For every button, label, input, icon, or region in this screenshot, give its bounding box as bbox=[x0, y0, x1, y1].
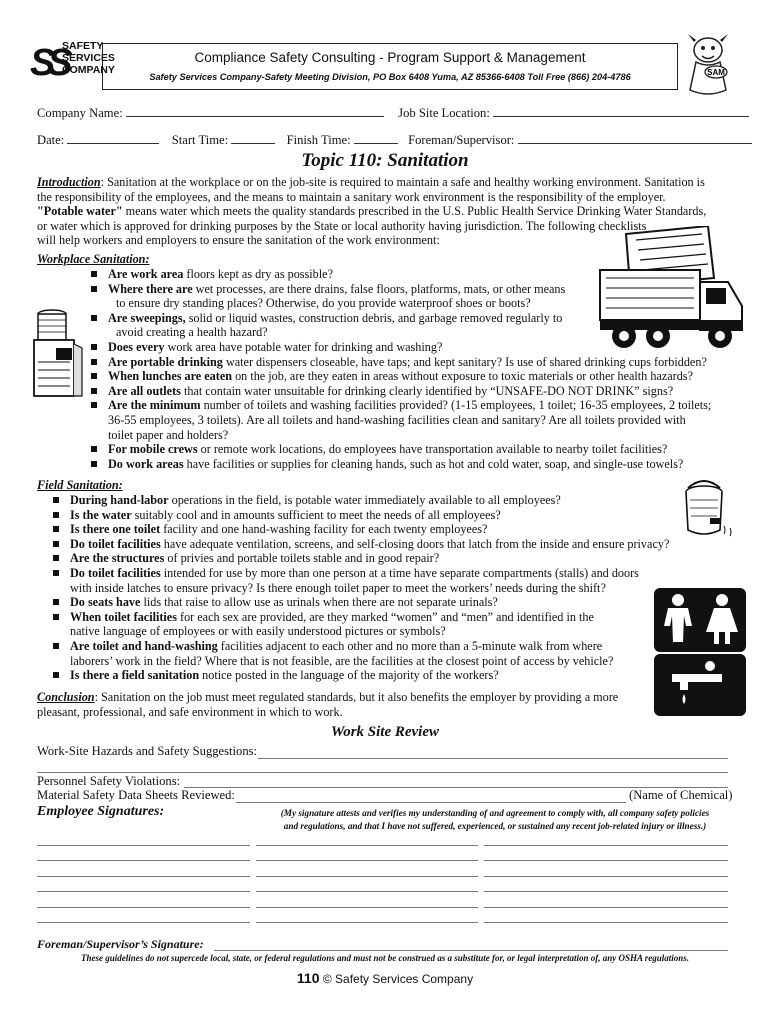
logo-mark: SS bbox=[30, 42, 65, 84]
foreman-signature-label: Foreman/Supervisor’s Signature: bbox=[37, 937, 204, 951]
start-time-label: Start Time: bbox=[171, 133, 229, 147]
list-item: Do toilet facilities have adequate ventilation, screens, and self-closing doors that latch from the inside and ensure privacy? bbox=[48, 537, 748, 552]
signature-line[interactable] bbox=[484, 907, 728, 908]
date-row bbox=[37, 131, 752, 148]
list-item: Are toilet and hand-washing facilities adjacent to each other and no more than a 5-minute walk from where laborers’ work in the field? Where that is not feasible, are the facilities at the closest point of access by vehicle? bbox=[48, 639, 748, 668]
hazards-input[interactable] bbox=[258, 758, 728, 759]
list-item: Do toilet facilities intended for use by more than one person at a time have separate compartments (stalls) and doors with inside latches to ensure privacy? Is there enough toilet paper to meet the workers’ needs during the shift? bbox=[48, 566, 748, 595]
signature-line[interactable] bbox=[256, 860, 478, 861]
date-label: Date: bbox=[37, 133, 65, 147]
signature-line[interactable] bbox=[256, 845, 478, 846]
signature-line[interactable] bbox=[37, 891, 250, 892]
disclaimer: These guidelines do not supercede local, state, or federal regulations and must not be construed as a substitute for, or legal interpretation of, any OSHA regulations. bbox=[80, 953, 690, 963]
water-jug-icon bbox=[674, 474, 742, 544]
restroom-sign-icon bbox=[652, 586, 748, 718]
finish-time-input[interactable] bbox=[354, 131, 398, 144]
msds-label: Material Safety Data Sheets Reviewed: bbox=[37, 788, 235, 802]
msds-input[interactable] bbox=[236, 802, 626, 803]
list-item: During hand-labor operations in the field, is potable water immediately available to all employees? bbox=[48, 493, 748, 508]
list-item: Is there one toilet facility and one hand-washing facility for each twenty employees? bbox=[48, 522, 748, 537]
attestation-text: (My signature attests and verifies my understanding of and agreement to comply with, all company safety policies and regulations, and that I have not suffered, experienced, or sustained any recent job-related injury or illness.) bbox=[280, 808, 710, 831]
page-number: 110 bbox=[296, 970, 320, 986]
list-item: Where there are wet processes, are there drains, false floors, platforms, mats, or other means to ensure dry standing places? Otherwise, do you provide waterproof shoes or boots? bbox=[86, 282, 746, 311]
signature-line[interactable] bbox=[37, 922, 250, 923]
workplace-heading: Workplace Sanitation: bbox=[37, 252, 150, 266]
job-site-location-input[interactable] bbox=[493, 104, 749, 117]
list-item: Do seats have lids that raise to allow use as urinals when there are not separate urinals? bbox=[48, 595, 748, 610]
list-item: When toilet facilities for each sex are provided, are they marked “women” and “men” and identified in the native language of employees or with easily understood pictures or symbols? bbox=[48, 610, 748, 639]
list-item: Is the water suitably cool and in amounts sufficient to meet the needs of all employees? bbox=[48, 508, 748, 523]
signature-line[interactable] bbox=[256, 907, 478, 908]
foreman-label: Foreman/Supervisor: bbox=[408, 133, 515, 147]
copyright: © Safety Services Company bbox=[322, 972, 474, 986]
signature-line[interactable] bbox=[256, 876, 478, 877]
hazards-row bbox=[37, 744, 257, 759]
introduction-label: Introduction bbox=[37, 175, 101, 189]
list-item: Are portable drinking water dispensers closeable, have taps; and kept sanitary? Is use of shared drinking cups forbidden? bbox=[86, 355, 746, 370]
list-item: Does every work area have potable water for drinking and washing? bbox=[86, 340, 746, 355]
signature-line[interactable] bbox=[484, 891, 728, 892]
employee-signatures-label: Employee Signatures: bbox=[37, 804, 165, 819]
list-item: Are the minimum number of toilets and washing facilities provided? (1-15 employees, 1 toilet; 16-35 employees, 2 toilets; 36-55 employees, 3 toilets). Are all toilets and hand-washing facilities clean and sanitary? Are all toilets provided with toilet paper and holders? bbox=[86, 398, 746, 442]
garbage-truck-icon bbox=[596, 226, 746, 356]
header-box bbox=[102, 43, 678, 90]
conclusion: Conclusion: Sanitation on the job must meet regulated standards, but it also benefits the employer by providing a more pleasant, professional, and safe environment in which to work. bbox=[37, 690, 619, 719]
foreman-signature-input[interactable] bbox=[214, 950, 728, 951]
topic-title: Topic 110: Sanitation bbox=[301, 150, 469, 171]
header-subtitle: Safety Services Company-Safety Meeting Division, PO Box 6408 Yuma, AZ 85366-6408 Toll Free (866) 204-4786 bbox=[149, 72, 631, 82]
finish-time-label: Finish Time: bbox=[286, 133, 351, 147]
job-site-location-label: Job Site Location: bbox=[398, 106, 490, 120]
list-item: Is there a field sanitation notice posted in the language of the majority of the workers? bbox=[48, 668, 748, 683]
signature-line[interactable] bbox=[484, 922, 728, 923]
bulldog-mascot-icon bbox=[676, 28, 740, 100]
signature-line[interactable] bbox=[37, 860, 250, 861]
field-checklist bbox=[48, 493, 748, 683]
signature-line[interactable] bbox=[37, 845, 250, 846]
potable-water-term: "Potable water" bbox=[37, 204, 123, 219]
list-item: Are all outlets that contain water unsuitable for drinking clearly identified by “UNSAFE-DO NOT DRINK” signs? bbox=[86, 384, 746, 399]
list-item: Do work areas have facilities or supplies for cleaning hands, such as hot and cold water, soap, and single-use towels? bbox=[86, 457, 746, 472]
violations-label: Personnel Safety Violations: bbox=[37, 774, 181, 788]
signature-line[interactable] bbox=[484, 876, 728, 877]
start-time-input[interactable] bbox=[231, 131, 275, 144]
signature-line[interactable] bbox=[256, 922, 478, 923]
company-name-input[interactable] bbox=[126, 104, 384, 117]
field-heading: Field Sanitation: bbox=[37, 478, 123, 492]
company-name-row bbox=[37, 104, 749, 121]
date-input[interactable] bbox=[67, 131, 159, 144]
list-item: When lunches are eaten on the job, are they eaten in areas without exposure to toxic materials or other health hazards? bbox=[86, 369, 746, 384]
signature-line[interactable] bbox=[37, 907, 250, 908]
list-item: For mobile crews or remote work locations, do employees have transportation available to nearby toilet facilities? bbox=[86, 442, 746, 457]
hazards-label: Work-Site Hazards and Safety Suggestions: bbox=[37, 744, 258, 758]
list-item: Are work area floors kept as dry as possible? bbox=[86, 267, 746, 282]
signature-line[interactable] bbox=[484, 860, 728, 861]
page-footer bbox=[0, 970, 770, 986]
signature-line[interactable] bbox=[256, 891, 478, 892]
conclusion-label: Conclusion bbox=[37, 690, 95, 704]
company-name-label: Company Name: bbox=[37, 106, 123, 120]
chemical-label: (Name of Chemical) bbox=[629, 788, 733, 802]
signature-line[interactable] bbox=[484, 845, 728, 846]
logo-text: SAFETY SERVICES COMPANY bbox=[62, 40, 115, 76]
company-logo bbox=[30, 38, 115, 100]
list-item: Are sweepings, solid or liquid wastes, construction debris, and garbage removed regularly to avoid creating a health hazard? bbox=[86, 311, 746, 340]
work-site-review-heading: Work Site Review bbox=[330, 724, 440, 740]
introduction: Introduction: Sanitation at the workplace or on the job-site is required to maintain a safe and healthy working environment. Sanitation is the responsibility of the employees, and the means to maintain a sanitary work environment is the responsibility of the employer. "Potable water" means water which meets the quality standards prescribed in the U.S. Public Health Service Drinking Water Standards, or water which is approved for drinking purposes by the State or local authority having jurisdiction. The following checklists will help workers and employers to ensure the sanitation of the work environment: bbox=[37, 175, 707, 248]
signature-line[interactable] bbox=[37, 876, 250, 877]
list-item: Are the structures of privies and portable toilets stable and in good repair? bbox=[48, 551, 748, 566]
water-cooler-icon bbox=[30, 308, 86, 400]
hazards-input-line-2[interactable] bbox=[37, 772, 728, 773]
svg-text:SAM: SAM bbox=[707, 68, 725, 77]
header-title: Compliance Safety Consulting - Program Support & Management bbox=[194, 50, 586, 65]
foreman-input[interactable] bbox=[518, 131, 752, 144]
